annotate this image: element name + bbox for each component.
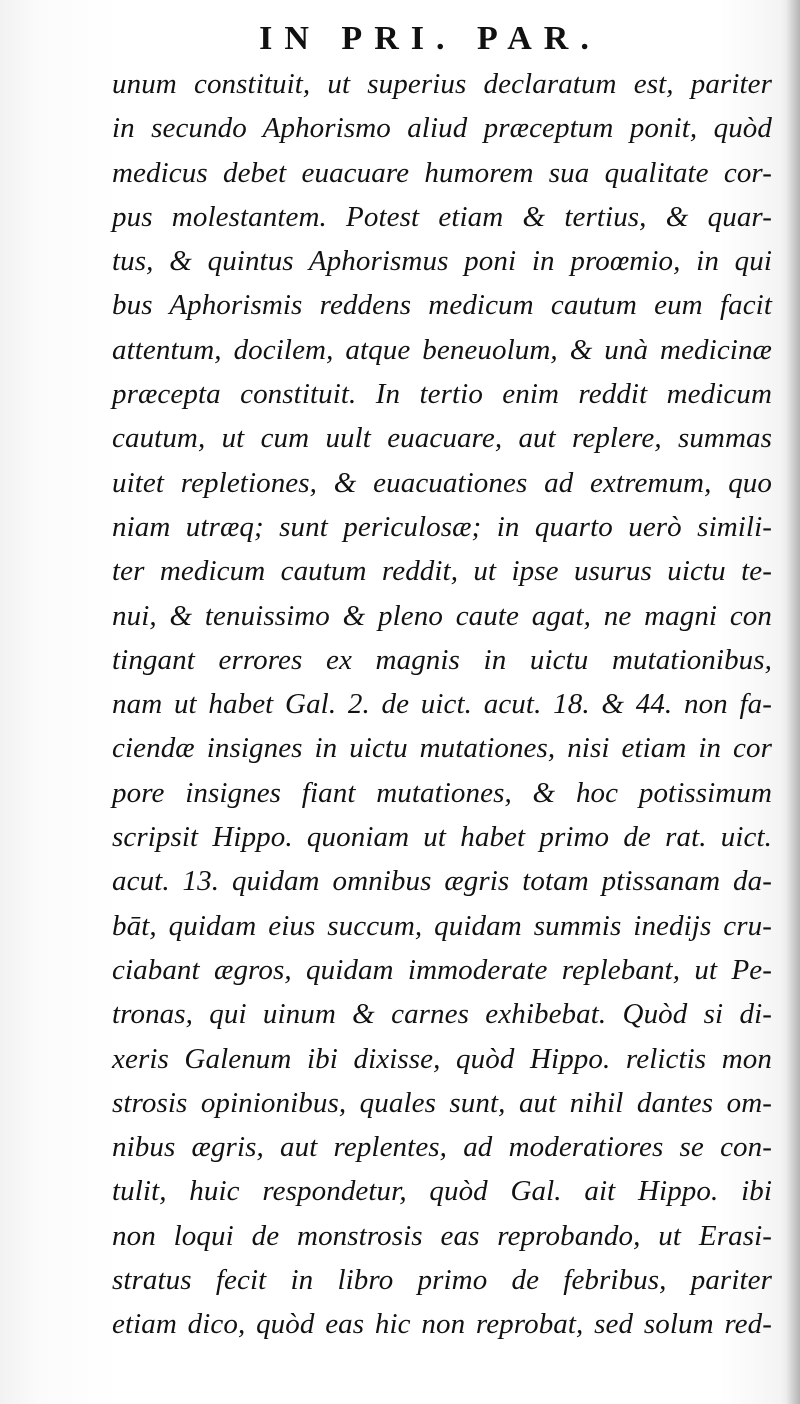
- text-line: bus Aphorismis reddens medicum cautum eum facit: [112, 289, 772, 322]
- text-line: nam ut habet Gal. 2. de uict. acut. 18. & 44. non fa-: [112, 688, 772, 721]
- text-line: cautum, ut cum uult euacuare, aut replere, summas: [112, 422, 772, 455]
- text-line: xeris Galenum ibi dixisse, quòd Hippo. relictis mon: [112, 1042, 772, 1075]
- gutter-shadow: [786, 0, 800, 1404]
- body-text: [112, 62, 772, 1347]
- text-line: tingant errores ex magnis in uictu mutationibus,: [112, 643, 772, 676]
- text-line: tronas, qui uinum & carnes exhibebat. Quòd si di-: [112, 998, 772, 1031]
- text-line: pus molestantem. Potest etiam & tertius, & quar-: [112, 200, 772, 233]
- text-line: non loqui de monstrosis eas reprobando, ut Erasi-: [112, 1219, 772, 1252]
- text-line: præcepta constituit. In tertio enim reddit medicum: [112, 378, 772, 411]
- text-line: stratus fecit in libro primo de febribus, pariter: [112, 1264, 772, 1297]
- text-line: scripsit Hippo. quoniam ut habet primo de rat. uict.: [112, 821, 772, 854]
- running-header: IN PRI. PAR.: [259, 20, 601, 57]
- text-line: in secundo Aphorismo aliud præceptum ponit, quòd: [112, 112, 772, 145]
- text-line: pore insignes fiant mutationes, & hoc potissimum: [112, 776, 772, 809]
- text-line: acut. 13. quidam omnibus ægris totam ptissanam da-: [112, 865, 772, 898]
- text-line: attentum, docilem, atque beneuolum, & unà medicinæ: [112, 333, 772, 366]
- text-line: ter medicum cautum reddit, ut ipse usurus uictu te-: [112, 555, 772, 588]
- text-line: nui, & tenuissimo & pleno caute agat, ne magni con: [112, 599, 772, 632]
- text-line: ciabant ægros, quidam immoderate replebant, ut Pe-: [112, 953, 772, 986]
- text-line: uitet repletiones, & euacuationes ad extremum, quo: [112, 466, 772, 499]
- text-line: unum constituit, ut superius declaratum est, pariter: [112, 68, 772, 100]
- text-line: niam utræq; sunt periculosæ; in quarto uerò simili-: [112, 510, 772, 543]
- text-line: tus, & quintus Aphorismus poni in proœmio, in qui: [112, 245, 772, 278]
- text-line: etiam dico, quòd eas hic non reprobat, sed solum red-: [112, 1308, 772, 1341]
- text-line: bāt, quidam eius succum, quidam summis inedijs cru-: [112, 909, 772, 942]
- text-line: tulit, huic respondetur, quòd Gal. ait Hippo. ibi: [112, 1175, 772, 1208]
- text-line: ciendæ insignes in uictu mutationes, nisi etiam in cor: [112, 732, 772, 765]
- text-line: medicus debet euacuare humorem sua qualitate cor-: [112, 156, 772, 189]
- text-line: nibus ægris, aut replentes, ad moderatiores se con-: [112, 1131, 772, 1164]
- text-line: strosis opinionibus, quales sunt, aut nihil dantes om-: [112, 1086, 772, 1119]
